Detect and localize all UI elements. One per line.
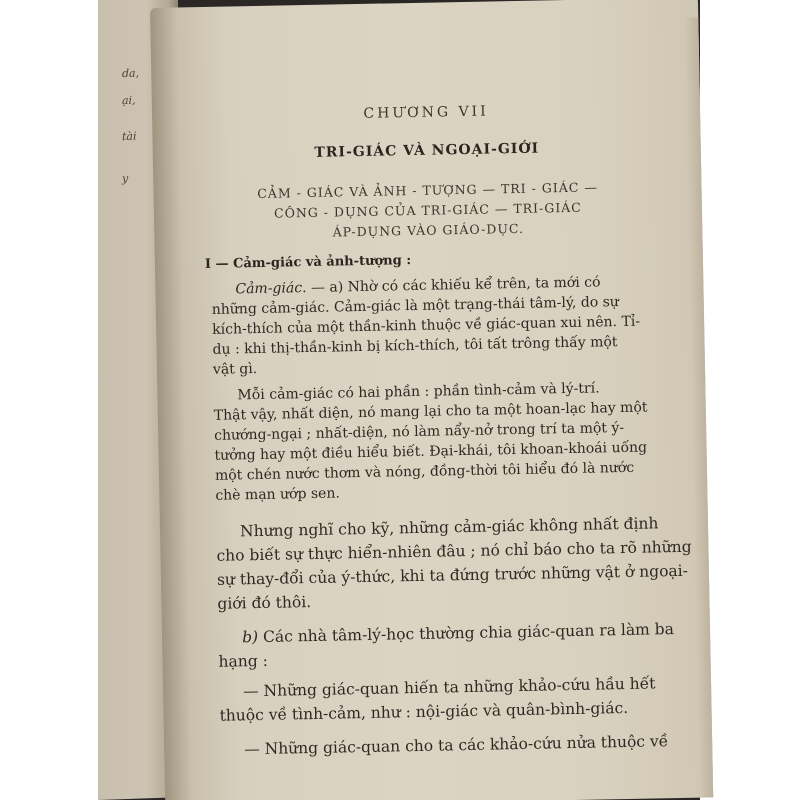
chapter-subtitle-line: CẢM - GIÁC VÀ ẢNH - TƯỢNG — TRI - GIÁC — [257,179,598,201]
paragraph-line: — Những giác-quan hiến ta những khảo-cứu hầu hết [242,674,656,701]
paragraph-line: vật gì. [212,361,258,378]
left-page-fragment: y [122,171,129,186]
chapter-title: TRI-GIÁC VÀ NGOẠI-GIỚI [314,140,540,161]
paragraph-line: kích-thích của một thần-kinh thuộc về giác-quan xui nên. Tỉ- [212,313,641,338]
paragraph-line: chướng-ngại ; nhất-diện, nó làm nẩy-nở trong trí ta một ý- [214,419,625,444]
paragraph-line: Mỗi cảm-giác có hai phần : phần tình-cảm và lý-trí. [237,380,600,404]
book-page [150,0,713,800]
paragraph-line: những cảm-giác. Cảm-giác là một trạng-thái tâm-lý, do sự [211,294,620,318]
paragraph-line: sự thay-đổi của ý-thức, khi ta đứng trước những vật ở ngoại- [216,561,689,589]
paragraph-line [241,620,675,647]
page-content [150,0,713,800]
section-heading: I — Cảm-giác và ảnh-tượng : [204,253,412,272]
paragraph-line: tưởng hay một điều hiểu biết. Đại-khái, tôi khoan-khoái uống [214,439,648,464]
paragraph-text: — a) Nhờ có các khiếu kể trên, ta mới có [310,274,601,296]
paragraph-line: một chén nước thơm và nóng, đồng-thời tôi hiểu đó là nước [214,459,635,484]
paragraph-line: hạng : [218,651,269,671]
paragraph-line: chè mạn ướp sen. [215,485,340,504]
paragraph-line: thuộc về tình-cảm, như : nội-giác và quân-bình-giác. [219,698,629,725]
paragraph-line: giới đó thôi. [217,593,312,613]
term-label: Cảm-giác. [235,280,307,298]
chapter-subtitle-line: ÁP-DỤNG VÀO GIÁO-DỤC. [332,220,525,240]
paragraph-text: Các nhà tâm-lý-học thường chia giác-quan ra làm ba [262,620,675,646]
chapter-subtitle-line: CÔNG - DỤNG CỦA TRI-GIÁC — TRI-GIÁC [273,199,582,221]
paragraph-line: — Những giác-quan cho ta các khảo-cứu nửa thuộc về [244,732,669,759]
left-page-fragment: tài [122,129,137,144]
paragraph-line: cho biết sự thực hiển-nhiên đâu ; nó chỉ báo cho ta rõ những [216,537,692,565]
paragraph-line: Nhưng nghĩ cho kỹ, những cảm-giác không nhất định [239,514,659,541]
paragraph-line: dụ : khi thị-thần-kinh bị kích-thích, tôi tất trông thấy một [212,334,618,358]
left-page-fragment: ại, [122,93,136,108]
left-page-fragment: da, [122,66,140,81]
paragraph-line: Thật vậy, nhất diện, nó mang lại cho ta một hoan-lạc hay một [213,399,648,424]
term-label: b) [241,628,259,647]
chapter-number: CHƯƠNG VII [363,103,489,122]
